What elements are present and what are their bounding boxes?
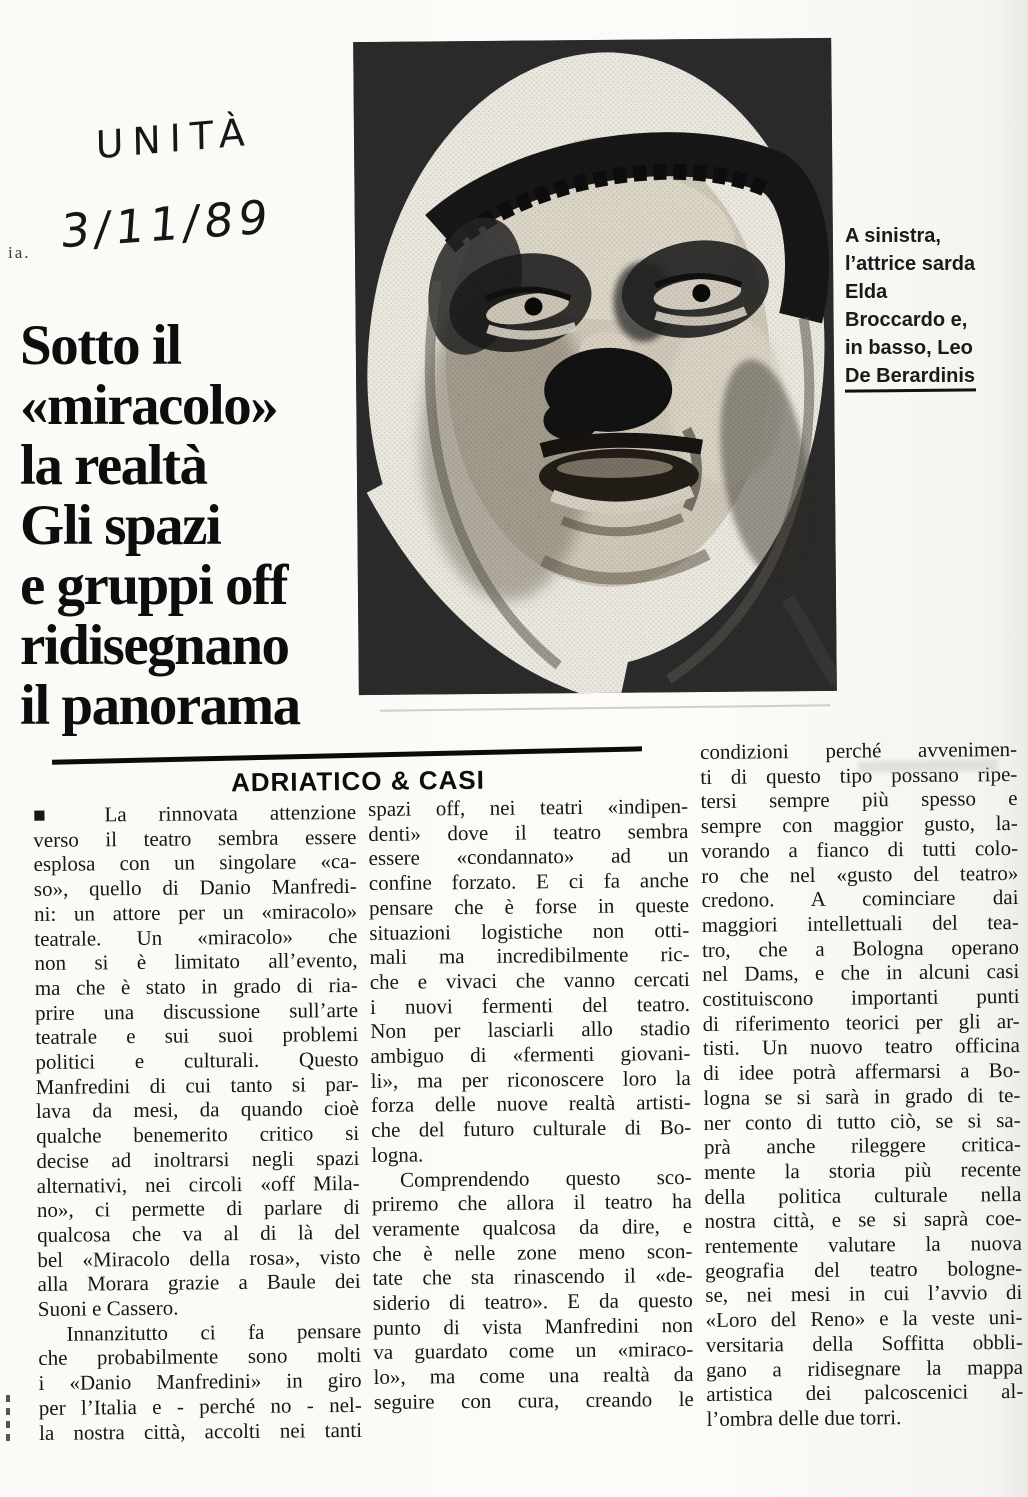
text-line: di idee potrà affermarsi a Bo- bbox=[703, 1058, 1021, 1086]
text-line: lo», ma come una realtà da bbox=[373, 1362, 694, 1390]
text-line: condizioni perché avvenimen- bbox=[700, 736, 1018, 764]
text-line: ro che nel «gusto del teatro» bbox=[701, 860, 1019, 888]
margin-fragment: ia. bbox=[8, 243, 31, 262]
text-line: i nuovi fermenti del teatro. bbox=[369, 991, 691, 1019]
text-line: tersi sempre più spesso e bbox=[700, 786, 1018, 814]
text-line: esplosa con un singolare «ca- bbox=[33, 849, 357, 877]
text-line: la nostra città, accolti nei tanti bbox=[38, 1417, 363, 1445]
byline: ADRIATICO & CASI bbox=[230, 764, 486, 798]
portrait-photo bbox=[353, 38, 837, 695]
text-line: Sotto il bbox=[20, 314, 181, 377]
text-line: forza delle nuove realtà artisti- bbox=[370, 1090, 692, 1118]
text-line: prire una discussione sull’arte bbox=[34, 997, 359, 1025]
handwriting-svg bbox=[22, 100, 322, 320]
byline-divider bbox=[52, 746, 642, 764]
text-line: Broccardo e, bbox=[845, 309, 968, 331]
text-line: Manfredini di cui tanto si par- bbox=[35, 1071, 359, 1099]
article-column-2 bbox=[368, 794, 694, 1415]
text-line: priremo che allora il teatro ha bbox=[371, 1189, 693, 1217]
text-line: teatrale. Un «miracolo» che bbox=[34, 923, 358, 951]
article-column-1 bbox=[33, 800, 362, 1445]
text-line: mali ma incredibilmente ric- bbox=[369, 942, 690, 970]
text-line: ambiguo di «fermenti giovani- bbox=[370, 1040, 691, 1069]
text-line: maggiori intellettuali del tea- bbox=[701, 909, 1019, 937]
text-line: nostra città, e se si saprà coe- bbox=[704, 1206, 1022, 1234]
text-line: e gruppi off bbox=[20, 554, 287, 617]
text-line: l’attrice sarda bbox=[845, 253, 976, 275]
text-line: politici e culturali. Questo bbox=[35, 1046, 359, 1075]
text-line: ni: un attore per un «miracolo» bbox=[33, 898, 358, 926]
text-line: lava da mesi, da quando cioè bbox=[35, 1096, 360, 1124]
handwritten-annotation bbox=[22, 100, 322, 320]
text-line: siderio di teatro». E da questo bbox=[372, 1287, 693, 1316]
text-line: ma che è stato in grado di ria- bbox=[34, 972, 358, 1000]
text-line: punto di vista Manfredini non bbox=[372, 1312, 694, 1340]
text-line: «miracolo» bbox=[20, 374, 278, 437]
text-line: li», ma per riconoscere loro la bbox=[370, 1065, 691, 1093]
text-line: tate che sta rinascendo il «de- bbox=[372, 1263, 693, 1291]
text-line: situazioni logistiche non otti- bbox=[369, 917, 690, 945]
text-line: che probabilmente sono molti bbox=[38, 1343, 362, 1371]
text-line: Comprendendo questo sco- bbox=[399, 1164, 692, 1192]
text-line: della politica culturale nella bbox=[704, 1181, 1022, 1209]
text-line: alla Morara grazie a Baule dei bbox=[37, 1269, 361, 1297]
text-line: vorando a fianco di tutti colo- bbox=[700, 835, 1019, 863]
portrait-illustration bbox=[353, 38, 837, 695]
text-line: verso il teatro sembra essere bbox=[33, 824, 357, 852]
text-line: denti» dove il teatro sembra bbox=[368, 818, 689, 846]
text-line: i «Danio Manfredini» in giro bbox=[38, 1368, 362, 1396]
text-line: essere «condannato» ad un bbox=[368, 843, 689, 871]
text-line: qualche benemerito critico si bbox=[36, 1121, 360, 1149]
text-line: costituiscono importanti punti bbox=[702, 983, 1020, 1012]
text-line: l’ombra delle due torri. bbox=[706, 1405, 902, 1431]
text-line: «Loro del Reno» e la veste uni- bbox=[705, 1305, 1023, 1333]
text-line: tisti. Un nuovo teatro officina bbox=[702, 1033, 1021, 1061]
scan-artifact-smudge bbox=[858, 759, 998, 773]
text-line: Innanzitutto ci fa pensare bbox=[66, 1318, 362, 1346]
text-line: Non per lasciarli allo stadio bbox=[370, 1016, 691, 1044]
text-line: in basso, Leo bbox=[845, 337, 973, 359]
text-line: geografia del teatro bologne- bbox=[704, 1255, 1023, 1283]
article-column-3 bbox=[700, 737, 1024, 1432]
text-line: ■ La rinnovata attenzione bbox=[33, 799, 357, 827]
text-line: so», quello di Danio Manfredi- bbox=[33, 874, 357, 902]
text-line: che del futuro culturale di Bo- bbox=[371, 1115, 692, 1143]
text-line: seguire con cura, creando le bbox=[373, 1386, 694, 1414]
text-line: ner conto di tutto ciò, se si sa- bbox=[703, 1107, 1021, 1135]
handwritten-publication: UNITÀ bbox=[95, 109, 255, 168]
text-line: il panorama bbox=[20, 674, 300, 737]
text-line: A sinistra, bbox=[845, 225, 941, 247]
text-line: ti di questo tipo possano ripe- bbox=[700, 761, 1018, 789]
text-line: bel «Miracolo della rosa», visto bbox=[37, 1244, 361, 1272]
text-line: teatrale e sui suoi problemi bbox=[35, 1022, 359, 1050]
text-line: gano a ridisegnare la mappa bbox=[705, 1354, 1024, 1382]
text-line: tro, che a Bologna operano bbox=[701, 934, 1020, 962]
text-line: che è nelle zone meno scon- bbox=[372, 1238, 693, 1266]
text-line: veramente qualcosa da dire, e bbox=[372, 1213, 693, 1241]
scan-artifact-edge-marks bbox=[6, 1395, 10, 1441]
text-line: logna se si sarà in grado di te- bbox=[703, 1082, 1021, 1110]
text-line: nel Dams, e che in alcuni casi bbox=[702, 959, 1020, 987]
text-line: artistica dei palcoscenici al- bbox=[706, 1379, 1024, 1407]
scan-artifact-line bbox=[380, 704, 830, 711]
text-line: confine forzato. E ci fa anche bbox=[368, 868, 689, 896]
halftone-overlay bbox=[353, 38, 837, 695]
text-line: alternativi, nei circoli «off Mila- bbox=[36, 1170, 360, 1198]
text-line: qualcosa che va al di là del bbox=[37, 1219, 361, 1247]
text-line: rentemente valutare la nuova bbox=[704, 1230, 1022, 1259]
text-line: Gli spazi bbox=[20, 494, 221, 557]
text-line: sempre con maggior gusto, la- bbox=[700, 811, 1018, 839]
text-line: logna. bbox=[371, 1142, 424, 1167]
photo-caption bbox=[845, 222, 1005, 390]
text-line: pensare che è forse in queste bbox=[368, 892, 690, 920]
text-line: prà anche rileggere critica- bbox=[703, 1132, 1022, 1160]
text-line: che e vivaci che vanno cercati bbox=[369, 966, 690, 994]
caption-divider bbox=[845, 388, 976, 392]
headline bbox=[20, 316, 360, 736]
text-line: mente la storia più recente bbox=[704, 1156, 1022, 1184]
text-line: no», ci permette di parlare di bbox=[36, 1195, 361, 1223]
text-line: non si è limitato all’evento, bbox=[34, 948, 358, 976]
text-line: De Berardinis bbox=[845, 365, 976, 387]
text-line: la realtà bbox=[20, 434, 207, 497]
text-line: se, nei mesi in cui l’avvio di bbox=[705, 1280, 1023, 1308]
handwritten-date: 3/11/89 bbox=[58, 189, 275, 259]
text-line: ridisegnano bbox=[20, 614, 289, 677]
text-line: va guardato come un «miraco- bbox=[373, 1337, 694, 1365]
text-line: per l’Italia e - perché no - nel- bbox=[38, 1392, 362, 1420]
text-line: versitaria della Soffitta obbli- bbox=[705, 1329, 1023, 1357]
text-line: Elda bbox=[845, 281, 888, 303]
text-line: spazi off, nei teatri «indipen- bbox=[368, 793, 689, 821]
text-line: Suoni e Cassero. bbox=[37, 1295, 179, 1322]
text-line: di riferimento teorici per gli ar- bbox=[702, 1008, 1020, 1036]
text-line: credono. A cominciare dai bbox=[701, 885, 1019, 913]
text-line: decise ad inoltrarsi negli spazi bbox=[36, 1145, 360, 1173]
